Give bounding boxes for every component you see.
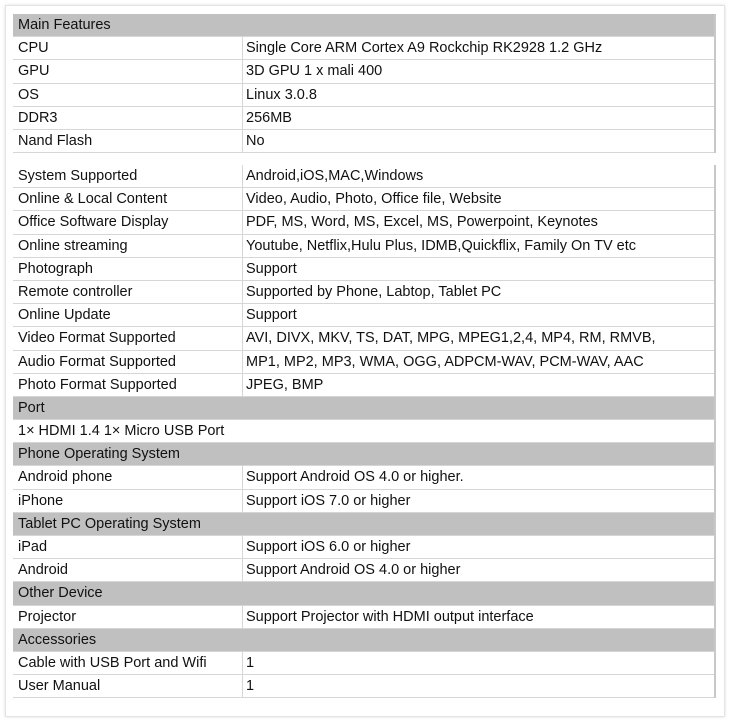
specs-table: [13, 165, 716, 698]
spec-value: Support: [246, 260, 297, 277]
table-row: [13, 490, 714, 513]
spec-label: Photograph: [13, 258, 243, 280]
table-row: [13, 211, 714, 234]
spec-label: Audio Format Supported: [13, 351, 243, 373]
spec-value: Android,iOS,MAC,Windows: [246, 168, 424, 184]
spec-label: Online streaming: [13, 235, 243, 257]
spec-value: MP1, MP2, MP3, WMA, OGG, ADPCM-WAV, PCM-WAV, AAC: [246, 353, 644, 370]
table-row: [13, 351, 714, 374]
spec-value: Support Android OS 4.0 or higher.: [246, 469, 464, 486]
spec-label: Cable with USB Port and Wifi: [13, 652, 243, 674]
spec-value: Youtube, Netflix,Hulu Plus, IDMB,Quickflix, Family On TV etc: [246, 237, 637, 254]
spec-label: GPU: [13, 60, 243, 82]
table-row: [13, 165, 714, 188]
spec-value: Video, Audio, Photo, Office file, Website: [246, 191, 502, 208]
spec-value: Support iOS 6.0 or higher: [246, 539, 411, 555]
spec-label: Video Format Supported: [13, 327, 243, 349]
spec-value: JPEG, BMP: [246, 376, 324, 393]
spec-value: Support Android OS 4.0 or higher: [246, 562, 461, 579]
spec-value: 1: [246, 654, 255, 671]
spec-value: No: [246, 132, 265, 149]
spec-label: OS: [13, 84, 243, 106]
table-row: [13, 374, 714, 397]
table-row: [13, 60, 714, 83]
spec-value: Linux 3.0.8: [246, 86, 317, 103]
spec-value: Supported by Phone, Labtop, Tablet PC: [246, 283, 502, 300]
main-features-table: [13, 14, 716, 153]
spec-label: Android: [13, 559, 243, 581]
spec-value: Support iOS 7.0 or higher: [246, 492, 411, 509]
table-row: [13, 675, 714, 698]
port-value: 1× HDMI 1.4 1× Micro USB Port: [13, 420, 714, 443]
spec-value: PDF, MS, Word, MS, Excel, MS, Powerpoint, Keynotes: [246, 214, 598, 231]
spec-value: 256MB: [246, 109, 292, 126]
table-row: [13, 536, 714, 559]
spec-label: System Supported: [13, 165, 243, 187]
table-row: [13, 559, 714, 582]
table-row: [13, 84, 714, 107]
spec-value: 3D GPU 1 x mali 400: [246, 63, 383, 80]
spec-label: iPad: [13, 536, 243, 558]
spec-value: AVI, DIVX, MKV, TS, DAT, MPG, MPEG1,2,4, MP4, RM, RMVB,: [246, 330, 656, 347]
table-row: [13, 188, 714, 211]
spec-value: Support Projector with HDMI output interface: [246, 608, 534, 625]
section-header-accessories: Accessories: [13, 629, 714, 652]
section-header: Main Features: [13, 14, 714, 37]
spec-value: Support: [246, 307, 297, 324]
table-row: [13, 606, 714, 629]
section-header-phone-os: Phone Operating System: [13, 443, 714, 466]
spec-label: User Manual: [13, 675, 243, 697]
spec-label: Online & Local Content: [13, 188, 243, 210]
table-row: [13, 258, 714, 281]
section-header-port: Port: [13, 397, 714, 420]
spec-label: Office Software Display: [13, 211, 243, 233]
spec-label: Photo Format Supported: [13, 374, 243, 396]
table-row: [13, 37, 714, 60]
table-row: [13, 130, 714, 153]
spec-label: CPU: [13, 37, 243, 59]
section-header-other-device: Other Device: [13, 582, 714, 605]
spec-value: 1: [246, 678, 255, 695]
table-row: [13, 281, 714, 304]
table-row: [13, 652, 714, 675]
spec-label: Nand Flash: [13, 130, 243, 152]
spec-label: DDR3: [13, 107, 243, 129]
table-row: [13, 327, 714, 350]
spec-label: Remote controller: [13, 281, 243, 303]
table-row: [13, 304, 714, 327]
spec-value: Single Core ARM Cortex A9 Rockchip RK2928 1.2 GHz: [246, 40, 603, 57]
table-row: [13, 107, 714, 130]
spec-label: Android phone: [13, 466, 243, 488]
table-row: [13, 466, 714, 489]
section-header-tablet-os: Tablet PC Operating System: [13, 513, 714, 536]
table-row: [13, 235, 714, 258]
spec-label: Projector: [13, 606, 243, 628]
spec-label: iPhone: [13, 490, 243, 512]
spec-label: Online Update: [13, 304, 243, 326]
